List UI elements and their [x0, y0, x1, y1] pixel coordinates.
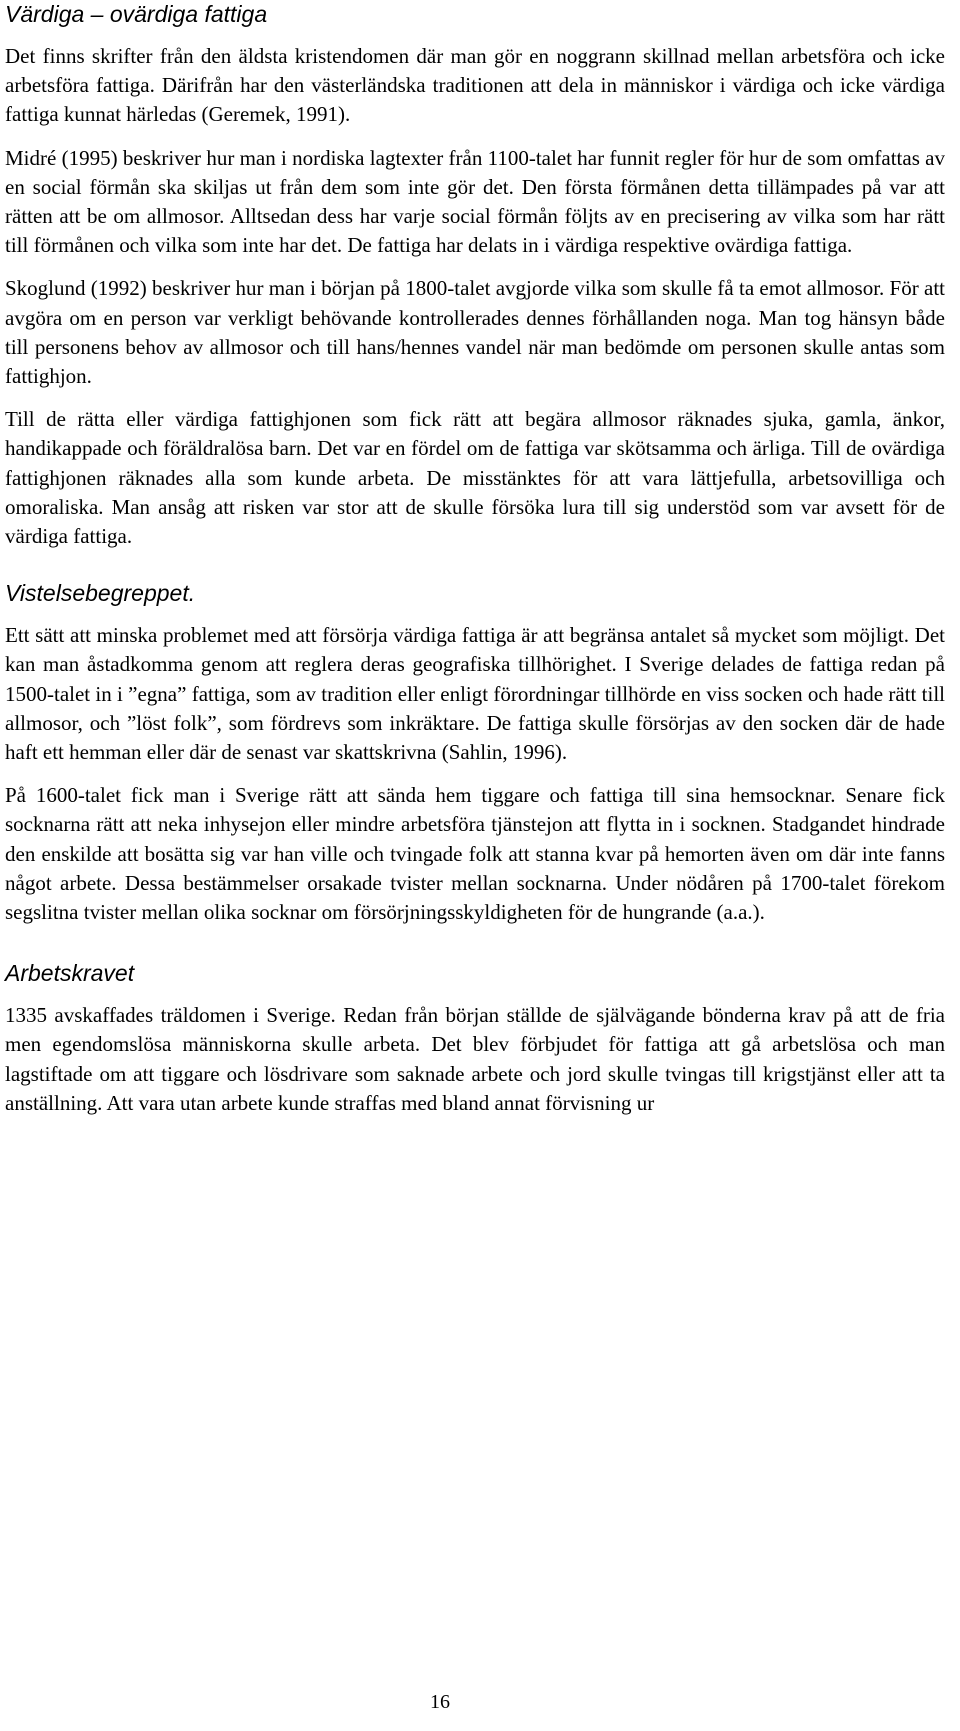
paragraph: Skoglund (1992) beskriver hur man i början på 1800-talet avgjorde vilka som skulle få ta emot allmosor. För att avgöra om en person var verkligt behövande kontrollerades dennes förhållanden noga. Man tog hänsyn både till personens behov av allmosor och till hans/hennes vandel när man bedömde om personen skulle antas som fattighjon. [5, 276, 945, 389]
section-heading-vardiga: Värdiga – ovärdiga fattiga [5, 1, 268, 27]
paragraph: 1335 avskaffades träldomen i Sverige. Redan från början ställde de självägande bönderna krav på att de fria men egendomslösa människorna skulle arbeta. Det blev förbjudet för fattiga att gå arbetslösa och man lagstiftade om att tiggare och lösdrivare som saknade arbete och jord skulle tvingas till krigstjänst eller att ta anställning. Att vara utan arbete kunde straffas med bland annat förvisning ur [5, 1003, 945, 1115]
paragraph: Till de rätta eller värdiga fattighjonen som fick rätt att begära allmosor räknades sjuka, gamla, änkor, handikappade och föräldralösa barn. Det var en fördel om de fattiga var skötsamma och ärliga. Till de ovärdiga fattighjonen räknades alla som kunde arbeta. De misstänktes för att vara lättjefulla, arbetsovilliga och omoraliska. Man ansåg att risken var stor att de skulle försöka lura till sig understöd som var avsett för de värdiga fattiga. [5, 407, 945, 549]
paragraph: Ett sätt att minska problemet med att försörja värdiga fattiga är att begränsa antalet så mycket som möjligt. Det kan man åstadkomma genom att reglera deras geografiska tillhörighet. I Sverige delades de fattiga redan på 1500-talet in i ”egna” fattiga, som av tradition eller enligt förordningar tillhörde en viss socken och hade rätt till allmosor, och ”löst folk”, som fördrevs som inkräktare. De fattiga skulle försörjas av den socken där de hade haft ett hemman eller där de senast var skattskrivna (Sahlin, 1996). [5, 623, 945, 765]
page-number: 16 [430, 1691, 450, 1713]
document-body [5, 0, 945, 1132]
section-heading-arbetskravet: Arbetskravet [5, 960, 135, 987]
section-heading-vistelsebegreppet: Vistelsebegreppet. [5, 580, 196, 607]
paragraph: Midré (1995) beskriver hur man i nordiska lagtexter från 1100-talet har funnit regler för hur de som omfattas av en social förmån ska skiljas ut från dem som inte gör det. Den första förmånen detta tillämpades på var att rätten att be om allmosor. Alltsedan dess har varje social förmån följts av en precisering av vilka som har rätt till förmånen och vilka som inte har det. De fattiga har delats in i värdiga respektive ovärdiga fattiga. [5, 145, 945, 258]
paragraph: Det finns skrifter från den äldsta kristendomen där man gör en noggrann skillnad mellan arbetsföra och icke arbetsföra fattiga. Därifrån har den västerländska traditionen att dela in människor i värdiga och icke värdiga fattiga kunnat härledas (Geremek, 1991). [5, 44, 945, 127]
paragraph: På 1600-talet fick man i Sverige rätt att sända hem tiggare och fattiga till sina hemsocknar. Senare fick socknarna rätt att neka inhysejon eller mindre arbetsföra tjänstejon att flytta in i socknen. Stadgandet hindrade den enskilde att bosätta sig var han ville och tvingade folk att stanna kvar på hemorten även om där inte fanns något arbete. Dessa bestämmelser orsakade tvister mellan socknarna. Under nödåren på 1700-talet förekom segslitna tvister mellan olika socknar om försörjningsskyldigheten för de hungrande (a.a.). [5, 783, 945, 925]
